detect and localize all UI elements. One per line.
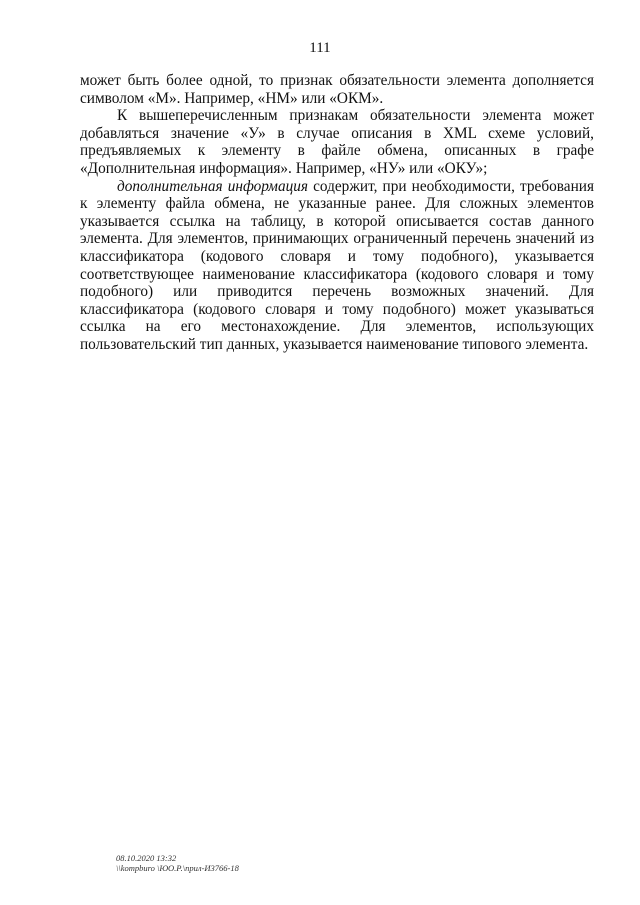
- footer-stamp: [116, 853, 239, 873]
- term-additional-info: дополнительная информация: [117, 177, 308, 195]
- page-number: 111: [309, 40, 331, 56]
- footer-file-path: \\kompburo \ЮО.Р.\прил-И3766-18: [116, 863, 239, 873]
- footer-timestamp: 08.10.2020 13:32: [116, 853, 177, 863]
- paragraph-continuation: может быть более одной, то признак обязательности элемента дополняется символом «М». Например, «НМ» или «ОКМ».: [80, 72, 594, 107]
- body-text: [80, 72, 594, 354]
- paragraph-additional-info: [80, 178, 594, 354]
- paragraph-additional-info-text: содержит, при необходимости, требования к элементу файла обмена, не указанные ранее. Для сложных элементов указывается ссылка на таблицу, в которой описывается состав данного элемента. Для элементов, принимающих ограниченный перечень значений из классификатора (кодового словаря и тому подобного), указывается соответствующее наименование классификатора (кодового словаря и тому подобного) или приводится перечень возможных значений. Для классификатора (кодового словаря и тому подобного) может указываться ссылка на его местонахождение. Для элементов, использующих пользовательский тип данных, указывается наименование типового элемента.: [80, 177, 594, 353]
- paragraph-suffix-u: К вышеперечисленным признакам обязательности элемента может добавляться значение «У» в случае описания в XML схеме условий, предъявляемых к элементу в файле обмена, описанных в графе «Дополнительная информация». Например, «НУ» или «ОКУ»;: [80, 107, 594, 177]
